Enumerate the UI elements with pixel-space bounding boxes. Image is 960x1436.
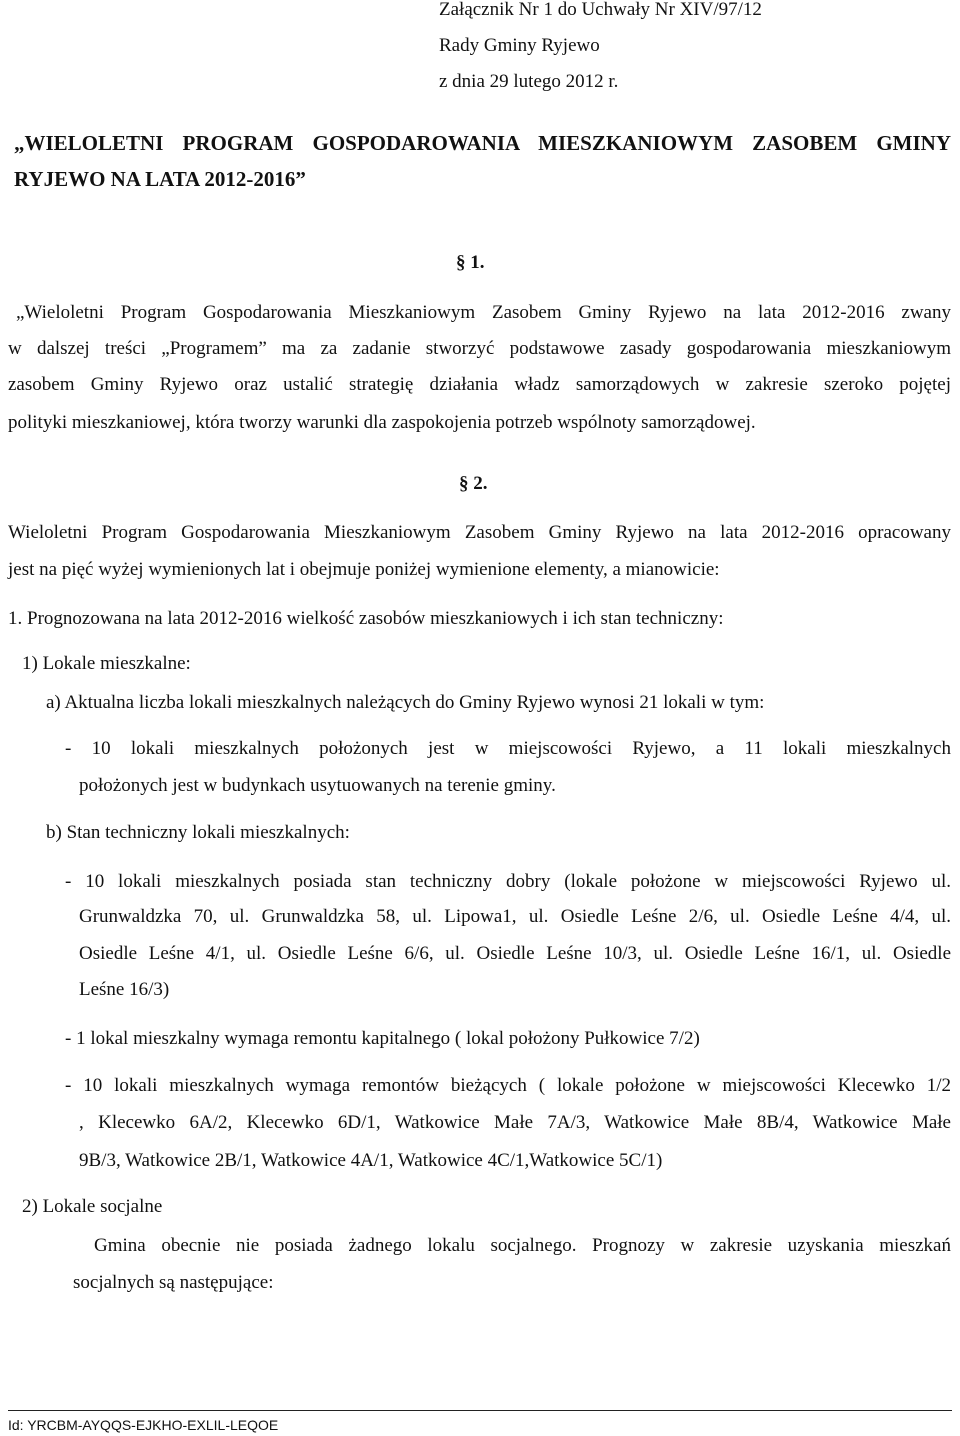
item-b-bullet-2: - 1 lokal mieszkalny wymaga remontu kapitalnego ( lokal położony Pułkowice 7/2): [65, 1028, 700, 1049]
section-1-line: w dalszej treści „Programem” ma za zadanie stworzyć podstawowe zasady gospodarowania mieszkaniowym: [8, 338, 951, 359]
section-2-heading: § 2.: [459, 473, 488, 494]
document-id: Id: YRCBM-AYQQS-EJKHO-EXLIL-LEQOE: [8, 1417, 279, 1433]
item-b-bullet-1-cont: Grunwaldzka 70, ul. Grunwaldzka 58, ul. Lipowa1, ul. Osiedle Leśne 2/6, ul. Osiedle Leśne 4/4, ul.: [79, 906, 951, 927]
item-b-bullet-1-cont: Leśne 16/3): [79, 979, 170, 1000]
document-title-line2: RYJEWO NA LATA 2012-2016”: [14, 167, 306, 191]
subpoint-1-heading: 1) Lokale mieszkalne:: [22, 653, 191, 674]
item-a-bullet: - 10 lokali mieszkalnych położonych jest w miejscowości Ryjewo, a 11 lokali mieszkalnych: [65, 738, 951, 759]
item-b-bullet-3-cont: 9B/3, Watkowice 2B/1, Watkowice 4A/1, Watkowice 4C/1,Watkowice 5C/1): [79, 1150, 663, 1171]
subpoint-2-text: Gmina obecnie nie posiada żadnego lokalu socjalnego. Prognozy w zakresie uzyskania mieszkań: [94, 1235, 951, 1256]
section-2-line: jest na pięć wyżej wymienionych lat i obejmuje poniżej wymienione elementy, a mianowicie:: [8, 559, 720, 580]
item-b-bullet-3-cont: , Klecewko 6A/2, Klecewko 6D/1, Watkowice Małe 7A/3, Watkowice Małe 8B/4, Watkowice Małe: [79, 1112, 951, 1133]
item-b: b) Stan techniczny lokali mieszkalnych:: [46, 822, 350, 843]
section-1-line: „Wieloletni Program Gospodarowania Mieszkaniowym Zasobem Gminy Ryjewo na lata 2012-2016 zwany: [16, 302, 951, 323]
item-a-bullet-cont: położonych jest w budynkach usytuowanych na terenie gminy.: [79, 775, 556, 796]
section-2-line: Wieloletni Program Gospodarowania Mieszkaniowym Zasobem Gminy Ryjewo na lata 2012-2016 opracowany: [8, 522, 951, 543]
item-a: a) Aktualna liczba lokali mieszkalnych należących do Gminy Ryjewo wynosi 21 lokali w tym:: [46, 692, 765, 713]
item-b-bullet-1-cont: Osiedle Leśne 4/1, ul. Osiedle Leśne 6/6, ul. Osiedle Leśne 10/3, ul. Osiedle Leśne 16/1, ul. Osiedle: [79, 943, 951, 964]
section-1-line: polityki mieszkaniowej, która tworzy warunki dla zaspokojenia potrzeb wspólnoty samorządowej.: [8, 412, 756, 433]
subpoint-2-heading: 2) Lokale socjalne: [22, 1196, 163, 1217]
header-date: z dnia 29 lutego 2012 r.: [439, 71, 619, 92]
subpoint-2-text-cont: socjalnych są następujące:: [73, 1272, 274, 1293]
footer-divider: [8, 1410, 952, 1411]
section-1-heading: § 1.: [456, 252, 485, 273]
point-1: 1. Prognozowana na lata 2012-2016 wielkość zasobów mieszkaniowych i ich stan techniczny:: [8, 608, 724, 629]
header-council: Rady Gminy Ryjewo: [439, 35, 600, 56]
item-b-bullet-3: - 10 lokali mieszkalnych wymaga remontów bieżących ( lokale położone w miejscowości Klecewko 1/2: [65, 1075, 951, 1096]
document-title-line1: „WIELOLETNI PROGRAM GOSPODAROWANIA MIESZKANIOWYM ZASOBEM GMINY: [14, 131, 951, 155]
item-b-bullet-1: - 10 lokali mieszkalnych posiada stan techniczny dobry (lokale położone w miejscowości Ryjewo ul.: [65, 871, 951, 892]
header-annex: Załącznik Nr 1 do Uchwały Nr XIV/97/12: [439, 0, 762, 20]
section-1-line: zasobem Gminy Ryjewo oraz ustalić strategię działania władz samorządowych w zakresie szeroko pojętej: [8, 374, 951, 395]
